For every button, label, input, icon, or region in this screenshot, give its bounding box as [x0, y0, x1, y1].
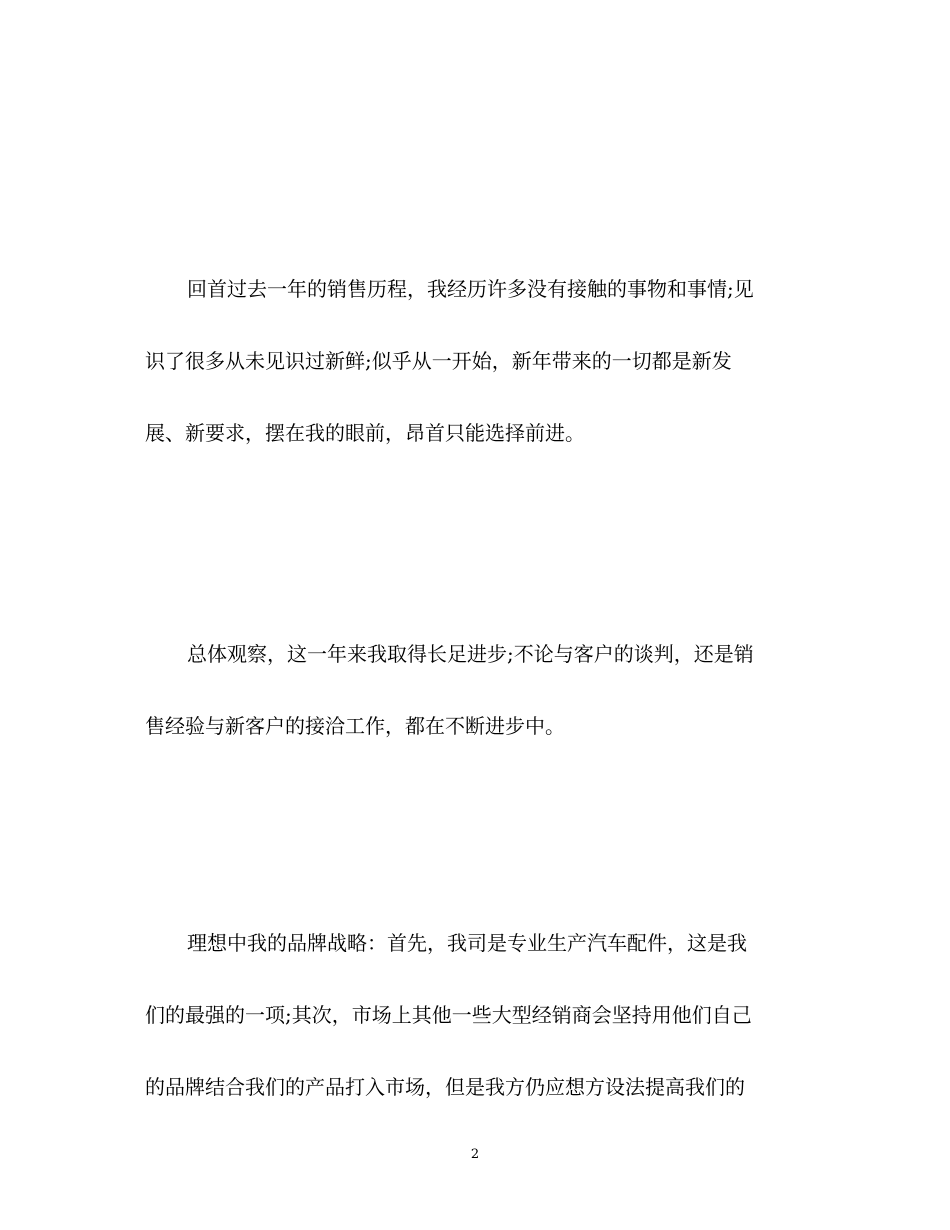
- paragraph-line: 总体观察，这一年来我取得长足进步;不论与客户的谈判，还是销: [187, 642, 754, 666]
- paragraph-brand-strategy: [145, 907, 810, 1123]
- paragraph-sales-review: [145, 253, 810, 469]
- paragraph-line: 售经验与新客户的接洽工作，都在不断进步中。: [145, 714, 565, 738]
- paragraph-line: 的品牌结合我们的产品打入市场，但是我方仍应想方设法提高我们的: [145, 1075, 745, 1099]
- paragraph-line: 回首过去一年的销售历程，我经历许多没有接触的事物和事情;见: [187, 277, 754, 301]
- paragraph-overall-progress: [145, 618, 810, 762]
- page-number: 2: [470, 1147, 480, 1162]
- paragraph-line: 识了很多从未见识过新鲜;似乎从一开始，新年带来的一切都是新发: [145, 349, 732, 373]
- paragraph-line: 展、新要求，摆在我的眼前，昂首只能选择前进。: [145, 421, 585, 445]
- paragraph-line: 理想中我的品牌战略：首先，我司是专业生产汽车配件，这是我: [187, 931, 747, 955]
- paragraph-line: 们的最强的一项;其次，市场上其他一些大型经销商会坚持用他们自己: [145, 1003, 752, 1027]
